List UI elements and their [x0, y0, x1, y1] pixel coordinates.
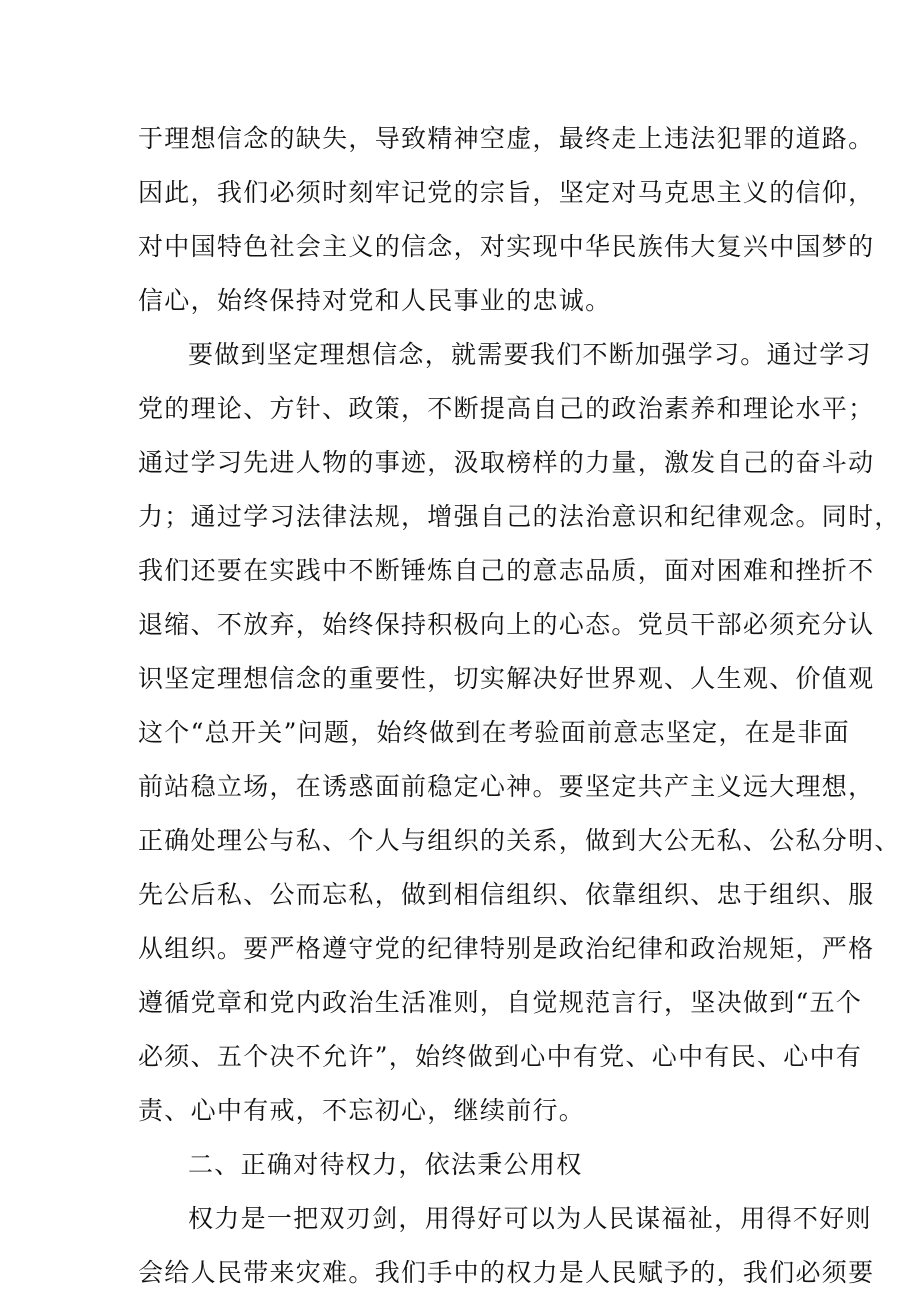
- text-line: 必须、五个决不允许”，始终做到心中有党、心中有民、心中有: [138, 1042, 863, 1071]
- text-line: 遵循党章和党内政治生活准则，自觉规范言行，坚决做到“五个: [138, 988, 863, 1017]
- section-heading: [138, 1138, 790, 1192]
- text-line: 于理想信念的缺失，导致精神空虚，最终走上违法犯罪的道路。: [138, 124, 875, 153]
- text-line: 正确处理公与私、个人与组织的关系，做到大公无私、公私分明、: [138, 826, 901, 855]
- text-line: 这个“总开关”问题，始终做到在考验面前意志坚定，在是非面: [138, 718, 850, 747]
- text-line: 责、心中有戒，不忘初心，继续前行。: [138, 1096, 586, 1125]
- document-body: [138, 112, 901, 1300]
- text-line: 信心，始终保持对党和人民事业的忠诚。: [138, 286, 612, 315]
- paragraph-1: [138, 112, 875, 328]
- text-line: 要做到坚定理想信念，就需要我们不断加强学习。通过学习: [188, 340, 872, 369]
- text-line: 力；通过学习法律法规，增强自己的法治意识和纪律观念。同时，: [138, 502, 901, 531]
- text-line: 退缩、不放弃，始终保持积极向上的心态。党员干部必须充分认: [138, 610, 875, 639]
- text-line: 先公后私、公而忘私，做到相信组织、依靠组织、忠于组织、服: [138, 880, 875, 909]
- text-line: 党的理论、方针、政策，不断提高自己的政治素养和理论水平；: [138, 394, 875, 423]
- text-line: 权力是一把双刃剑，用得好可以为人民谋福祉，用得不好则: [188, 1204, 872, 1233]
- paragraph-2: [138, 328, 901, 1138]
- heading-text: 二、正确对待权力，依法秉公用权: [188, 1150, 583, 1179]
- paragraph-3: [138, 1192, 875, 1300]
- text-line: 我们还要在实践中不断锤炼自己的意志品质，面对困难和挫折不: [138, 556, 875, 585]
- text-line: 识坚定理想信念的重要性，切实解决好世界观、人生观、价值观: [138, 664, 875, 693]
- text-line: 会给人民带来灾难。我们手中的权力是人民赋予的，我们必须要: [138, 1258, 875, 1287]
- text-line: 前站稳立场，在诱惑面前稳定心神。要坚定共产主义远大理想，: [138, 772, 875, 801]
- text-line: 从组织。要严格遵守党的纪律特别是政治纪律和政治规矩，严格: [138, 934, 875, 963]
- text-line: 通过学习先进人物的事迹，汲取榜样的力量，激发自己的奋斗动: [138, 448, 875, 477]
- text-line: 对中国特色社会主义的信念，对实现中华民族伟大复兴中国梦的: [138, 232, 875, 261]
- text-line: 因此，我们必须时刻牢记党的宗旨，坚定对马克思主义的信仰，: [138, 178, 875, 207]
